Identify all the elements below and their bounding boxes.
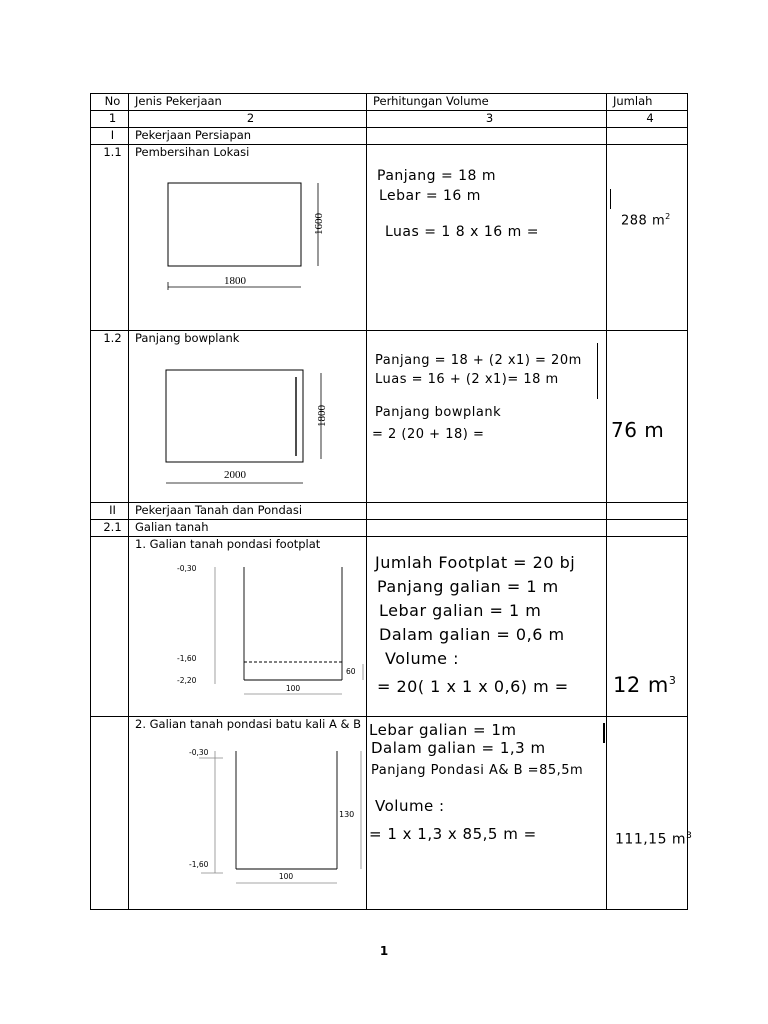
calc-line: Lebar = 16 m bbox=[379, 188, 481, 204]
dim-width-label: 100 bbox=[285, 684, 301, 693]
result-value: 111,15 $m^3$ bbox=[615, 831, 693, 848]
header-row bbox=[91, 94, 688, 111]
level-label: -1,60 bbox=[189, 860, 209, 869]
calc-line: Volume : bbox=[385, 649, 459, 668]
dim-width-label: 1800 bbox=[224, 275, 246, 287]
result-cell bbox=[607, 145, 688, 331]
header-no: No bbox=[91, 94, 129, 111]
calc-cell bbox=[367, 537, 607, 717]
calc-line: = 1 x 1,3 x 85,5 m = bbox=[369, 825, 537, 843]
calc-cell bbox=[367, 717, 607, 910]
calc-cell bbox=[367, 331, 607, 503]
colnum-4: 4 bbox=[607, 111, 688, 128]
calc-line: Lebar galian = 1m bbox=[369, 721, 517, 739]
calc-line: Panjang bowplank bbox=[375, 405, 502, 420]
level-label: -1,60 bbox=[177, 654, 197, 663]
item-no: 1.1 bbox=[91, 145, 129, 331]
dim-depth-label: 130 bbox=[339, 810, 355, 819]
calc-line: Luas = 1 8 x 16 m = bbox=[385, 224, 539, 240]
item-title: Galian tanah bbox=[129, 520, 367, 537]
excavation-footplat-diagram bbox=[153, 559, 356, 699]
item-title: Panjang bowplank bbox=[135, 331, 240, 345]
calc-line: Dalam galian = 1,3 m bbox=[371, 739, 546, 757]
section-no: I bbox=[91, 128, 129, 145]
item-no: 1.2 bbox=[91, 331, 129, 503]
colnum-row bbox=[91, 111, 688, 128]
dim-height-label: 1800 bbox=[316, 405, 328, 427]
dim-height-label: 1600 bbox=[313, 213, 325, 235]
table-row-1-2 bbox=[91, 331, 688, 503]
margin-mark bbox=[597, 343, 598, 399]
dim-width-label: 100 bbox=[278, 872, 294, 881]
margin-mark bbox=[610, 189, 611, 209]
item-title: 2. Galian tanah pondasi batu kali A & B bbox=[135, 717, 362, 731]
calc-line: Panjang Pondasi A& B =85,5m bbox=[371, 763, 584, 778]
section-title: Pekerjaan Tanah dan Pondasi bbox=[129, 503, 367, 520]
colnum-3: 3 bbox=[367, 111, 607, 128]
item-no: 2.1 bbox=[91, 520, 129, 537]
result-cell bbox=[607, 331, 688, 503]
colnum-1: 1 bbox=[91, 111, 129, 128]
page-number: 1 bbox=[379, 944, 389, 958]
header-jenis: Jenis Pekerjaan bbox=[129, 94, 367, 111]
header-jumlah: Jumlah bbox=[607, 94, 688, 111]
level-label: -0,30 bbox=[189, 748, 209, 757]
section-row-1 bbox=[91, 128, 688, 145]
colnum-2: 2 bbox=[129, 111, 367, 128]
section-no: II bbox=[91, 503, 129, 520]
calc-line: Panjang galian = 1 m bbox=[377, 577, 559, 596]
result-value: 12 $m^3$ bbox=[613, 673, 677, 697]
calc-line: Luas = 16 + (2 x1)= 18 m bbox=[375, 372, 559, 387]
site-plan-diagram bbox=[159, 175, 339, 300]
item-description bbox=[129, 537, 367, 717]
calc-line: Jumlah Footplat = 20 bj bbox=[375, 553, 576, 572]
result-cell bbox=[607, 717, 693, 910]
section-title: Pekerjaan Persiapan bbox=[129, 128, 367, 145]
table-row-2-1 bbox=[91, 520, 688, 537]
item-description bbox=[129, 717, 367, 910]
table-row-footplat bbox=[91, 537, 688, 717]
calc-line: Panjang = 18 + (2 x1) = 20m bbox=[375, 353, 582, 368]
section-row-2 bbox=[91, 503, 688, 520]
calc-line: Lebar galian = 1 m bbox=[379, 601, 542, 620]
table-row-1-1 bbox=[91, 145, 688, 331]
result-value: 288 $m^2$ bbox=[621, 212, 671, 229]
calc-line: Dalam galian = 0,6 m bbox=[379, 625, 565, 644]
header-perhitungan: Perhitungan Volume bbox=[367, 94, 607, 111]
level-label: -0,30 bbox=[177, 564, 197, 573]
calc-cell bbox=[367, 145, 607, 331]
calc-line: = 20( 1 x 1 x 0,6) m = bbox=[377, 677, 569, 696]
item-description bbox=[129, 145, 367, 331]
table-row-batu-kali bbox=[91, 717, 688, 910]
dim-width-label: 2000 bbox=[224, 469, 246, 481]
calc-line: = 2 (20 + 18) = bbox=[372, 427, 485, 442]
item-title: 1. Galian tanah pondasi footplat bbox=[135, 537, 321, 551]
item-title: Pembersihan Lokasi bbox=[135, 145, 250, 159]
level-label: -2,20 bbox=[177, 676, 197, 685]
result-cell bbox=[607, 537, 688, 717]
dim-depth-label: 60 bbox=[346, 667, 356, 676]
item-description bbox=[129, 331, 367, 503]
calc-line: Volume : bbox=[375, 797, 445, 815]
excavation-batu-kali-diagram bbox=[153, 743, 353, 893]
volume-table bbox=[90, 93, 693, 910]
result-value: 76 m bbox=[611, 418, 665, 442]
margin-mark bbox=[603, 723, 605, 743]
bowplank-diagram bbox=[159, 361, 339, 486]
calc-line: Panjang = 18 m bbox=[377, 168, 497, 184]
